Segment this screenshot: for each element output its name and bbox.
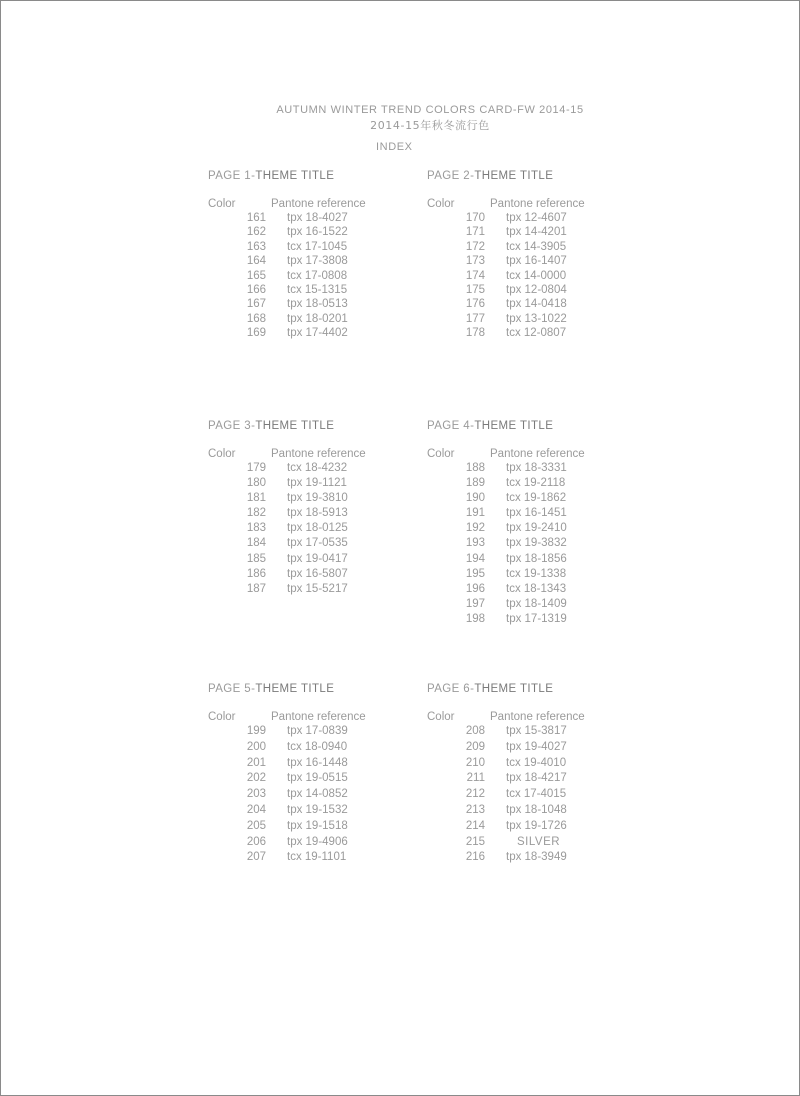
color-number: 202 <box>246 772 266 785</box>
section-page-5 <box>208 683 418 864</box>
list-item <box>427 241 637 255</box>
list-item <box>427 477 637 492</box>
list-item <box>427 270 637 284</box>
pantone-reference: tpx 16-1522 <box>287 226 348 239</box>
color-number: 174 <box>465 269 485 282</box>
list-item <box>427 553 637 568</box>
list-item <box>208 725 418 741</box>
color-number: 172 <box>465 240 485 253</box>
section-page-prefix: PAGE 6- <box>427 683 475 695</box>
color-column-header: Color <box>208 711 236 723</box>
pantone-reference: tpx 16-1451 <box>506 507 567 520</box>
color-number: 169 <box>246 327 266 340</box>
color-number: 175 <box>465 283 485 296</box>
pantone-reference: tpx 18-0513 <box>287 298 348 311</box>
list-item <box>427 820 637 836</box>
list-item <box>208 255 418 269</box>
pantone-reference: tpx 15-5217 <box>287 582 348 595</box>
pantone-reference: tpx 19-4906 <box>287 835 348 848</box>
list-item <box>427 255 637 269</box>
color-number: 192 <box>465 522 485 535</box>
pantone-column-header: Pantone reference <box>490 448 585 460</box>
section-title <box>427 683 637 695</box>
color-list <box>427 725 637 867</box>
color-number: 173 <box>465 255 485 268</box>
section-page-1 <box>208 170 418 340</box>
pantone-reference: tpx 17-0839 <box>287 725 348 737</box>
pantone-reference: tpx 19-3810 <box>287 492 348 505</box>
pantone-reference: tcx 19-1101 <box>287 851 347 864</box>
color-column-header: Color <box>208 448 236 460</box>
color-number: 198 <box>465 612 485 625</box>
list-item <box>208 741 418 757</box>
color-number: 207 <box>246 851 266 864</box>
list-item <box>427 725 637 741</box>
color-number: 203 <box>246 788 266 801</box>
color-number: 166 <box>246 283 266 296</box>
color-column-header: Color <box>427 711 455 723</box>
color-number: 199 <box>246 725 266 737</box>
pantone-reference: tpx 19-4027 <box>506 740 567 753</box>
color-number: 212 <box>465 788 485 801</box>
section-title <box>427 170 637 182</box>
pantone-reference: SILVER <box>517 835 561 848</box>
pantone-reference: tpx 18-0125 <box>287 522 348 535</box>
color-number: 190 <box>465 492 485 505</box>
pantone-reference: tcx 19-2118 <box>506 477 566 490</box>
pantone-reference: tpx 19-0515 <box>287 772 348 785</box>
pantone-reference: tcx 12-0807 <box>506 327 567 340</box>
pantone-reference: tcx 14-3905 <box>506 240 567 253</box>
list-item <box>208 212 418 226</box>
color-number: 171 <box>465 226 485 239</box>
color-number: 191 <box>465 507 485 520</box>
color-number: 201 <box>246 756 266 769</box>
color-number: 162 <box>246 226 266 239</box>
list-item <box>427 788 637 804</box>
section-theme-title: THEME TITLE <box>474 170 554 182</box>
pantone-reference: tpx 19-1518 <box>287 819 348 832</box>
color-number: 182 <box>246 507 266 520</box>
list-item <box>427 212 637 226</box>
pantone-column-header: Pantone reference <box>271 448 366 460</box>
section-page-prefix: PAGE 2- <box>427 170 475 182</box>
color-list <box>208 725 418 867</box>
list-item <box>427 613 637 628</box>
pantone-reference: tpx 19-1726 <box>506 819 567 832</box>
color-number: 187 <box>246 582 266 595</box>
section-title <box>208 683 418 695</box>
pantone-reference: tpx 18-1048 <box>506 803 567 816</box>
pantone-reference: tpx 16-1448 <box>287 756 348 769</box>
list-item <box>427 836 637 852</box>
pantone-reference: tpx 18-1856 <box>506 552 567 565</box>
list-item <box>427 284 637 298</box>
color-list <box>427 462 637 628</box>
color-number: 184 <box>246 537 266 550</box>
pantone-reference: tcx 17-1045 <box>287 240 348 253</box>
list-item <box>208 583 418 598</box>
list-item <box>208 462 418 477</box>
section-theme-title: THEME TITLE <box>255 170 335 182</box>
section-title <box>208 420 418 432</box>
color-number: 186 <box>246 567 266 580</box>
color-number: 215 <box>465 835 485 848</box>
pantone-reference: tcx 18-1343 <box>506 582 567 595</box>
pantone-column-header: Pantone reference <box>271 711 366 723</box>
color-number: 180 <box>246 477 266 490</box>
color-number: 168 <box>246 312 266 325</box>
color-column-header: Color <box>427 448 455 460</box>
color-number: 200 <box>246 740 266 753</box>
section-page-prefix: PAGE 3- <box>208 420 256 432</box>
color-number: 195 <box>465 567 485 580</box>
list-item <box>427 462 637 477</box>
color-number: 205 <box>246 819 266 832</box>
pantone-reference: tpx 18-5913 <box>287 507 348 520</box>
pantone-reference: tpx 18-4217 <box>506 772 567 785</box>
pantone-reference: tpx 14-0418 <box>506 298 567 311</box>
section-title <box>208 170 418 182</box>
pantone-reference: tpx 16-1407 <box>506 255 567 268</box>
index-label: INDEX <box>376 141 413 153</box>
pantone-reference: tpx 17-3808 <box>287 255 348 268</box>
color-list <box>427 212 637 342</box>
color-number: 194 <box>465 552 485 565</box>
color-number: 197 <box>465 597 485 610</box>
pantone-column-header: Pantone reference <box>490 198 585 210</box>
list-item <box>427 804 637 820</box>
list-item <box>427 522 637 537</box>
pantone-reference: tcx 14-0000 <box>506 269 567 282</box>
color-number: 179 <box>246 462 266 474</box>
pantone-reference: tpx 19-2410 <box>506 522 567 535</box>
pantone-reference: tcx 17-0808 <box>287 269 348 282</box>
color-number: 188 <box>465 462 485 474</box>
list-item <box>208 522 418 537</box>
color-number: 181 <box>246 492 266 505</box>
pantone-column-header: Pantone reference <box>271 198 366 210</box>
pantone-reference: tcx 18-0940 <box>287 740 348 753</box>
list-item <box>208 851 418 867</box>
color-list <box>208 462 418 598</box>
color-number: 216 <box>465 851 485 864</box>
pantone-reference: tpx 19-1121 <box>287 477 347 490</box>
color-number: 189 <box>465 477 485 490</box>
pantone-reference: tpx 18-4027 <box>287 212 348 224</box>
pantone-reference: tpx 15-3817 <box>506 725 567 737</box>
list-item <box>427 568 637 583</box>
list-item <box>208 270 418 284</box>
list-item <box>427 757 637 773</box>
pantone-column-header: Pantone reference <box>490 711 585 723</box>
color-number: 208 <box>465 725 485 737</box>
list-item <box>208 836 418 852</box>
list-item <box>427 598 637 613</box>
pantone-reference: tcx 19-1862 <box>506 492 567 505</box>
section-theme-title: THEME TITLE <box>255 683 335 695</box>
color-number: 209 <box>465 740 485 753</box>
list-item <box>208 477 418 492</box>
list-item <box>427 313 637 327</box>
list-item <box>208 804 418 820</box>
list-item <box>427 298 637 312</box>
section-page-prefix: PAGE 4- <box>427 420 475 432</box>
color-number: 177 <box>465 312 485 325</box>
color-number: 178 <box>465 327 485 340</box>
pantone-reference: tpx 14-0852 <box>287 788 348 801</box>
color-number: 183 <box>246 522 266 535</box>
pantone-reference: tcx 17-4015 <box>506 788 567 801</box>
list-item <box>208 537 418 552</box>
list-item <box>427 741 637 757</box>
color-number: 214 <box>465 819 485 832</box>
list-item <box>427 327 637 341</box>
list-item <box>427 492 637 507</box>
list-item <box>427 537 637 552</box>
list-item <box>208 284 418 298</box>
color-number: 170 <box>465 212 485 224</box>
pantone-reference: tpx 12-4607 <box>506 212 567 224</box>
list-item <box>208 492 418 507</box>
pantone-reference: tpx 18-1409 <box>506 597 567 610</box>
pantone-reference: tpx 17-4402 <box>287 327 348 340</box>
color-number: 165 <box>246 269 266 282</box>
color-number: 213 <box>465 803 485 816</box>
pantone-reference: tpx 19-0417 <box>287 552 348 565</box>
section-title <box>427 420 637 432</box>
list-item <box>208 241 418 255</box>
color-number: 164 <box>246 255 266 268</box>
color-column-header: Color <box>208 198 236 210</box>
list-item <box>208 820 418 836</box>
document-title: AUTUMN WINTER TREND COLORS CARD-FW 2014-15 <box>276 104 584 116</box>
pantone-reference: tpx 16-5807 <box>287 567 348 580</box>
color-number: 206 <box>246 835 266 848</box>
list-item <box>208 313 418 327</box>
section-page-4 <box>427 420 637 625</box>
pantone-reference: tpx 18-3331 <box>506 462 567 474</box>
section-page-prefix: PAGE 5- <box>208 683 256 695</box>
pantone-reference: tpx 19-3832 <box>506 537 567 550</box>
color-list <box>208 212 418 342</box>
section-theme-title: THEME TITLE <box>255 420 335 432</box>
color-number: 161 <box>246 212 266 224</box>
pantone-reference: tpx 17-1319 <box>506 612 567 625</box>
list-item <box>208 788 418 804</box>
color-number: 204 <box>246 803 266 816</box>
color-number: 163 <box>246 240 266 253</box>
list-item <box>427 583 637 598</box>
list-item <box>208 553 418 568</box>
pantone-reference: tpx 12-0804 <box>506 283 567 296</box>
section-page-6 <box>427 683 637 864</box>
pantone-reference: tcx 19-1338 <box>506 567 567 580</box>
color-number: 185 <box>246 552 266 565</box>
pantone-reference: tpx 17-0535 <box>287 537 348 550</box>
list-item <box>208 298 418 312</box>
color-number: 211 <box>466 772 485 785</box>
pantone-reference: tpx 13-1022 <box>506 312 567 325</box>
section-page-prefix: PAGE 1- <box>208 170 256 182</box>
list-item <box>208 772 418 788</box>
section-theme-title: THEME TITLE <box>474 420 554 432</box>
color-number: 210 <box>465 756 485 769</box>
pantone-reference: tcx 15-1315 <box>287 283 348 296</box>
list-item <box>208 507 418 522</box>
list-item <box>208 226 418 240</box>
list-item <box>208 327 418 341</box>
pantone-reference: tcx 18-4232 <box>287 462 348 474</box>
pantone-reference: tcx 19-4010 <box>506 756 567 769</box>
color-number: 193 <box>465 537 485 550</box>
section-page-3 <box>208 420 418 595</box>
color-number: 176 <box>465 298 485 311</box>
section-page-2 <box>427 170 637 340</box>
list-item <box>208 568 418 583</box>
pantone-reference: tpx 19-1532 <box>287 803 348 816</box>
list-item <box>208 757 418 773</box>
color-column-header: Color <box>427 198 455 210</box>
document-subtitle: 2014-15年秋冬流行色 <box>370 119 490 132</box>
color-number: 167 <box>246 298 266 311</box>
pantone-reference: tpx 18-0201 <box>287 312 348 325</box>
list-item <box>427 772 637 788</box>
list-item <box>427 507 637 522</box>
pantone-reference: tpx 18-3949 <box>506 851 567 864</box>
section-theme-title: THEME TITLE <box>474 683 554 695</box>
list-item <box>427 226 637 240</box>
list-item <box>427 851 637 867</box>
pantone-reference: tpx 14-4201 <box>506 226 567 239</box>
color-number: 196 <box>465 582 485 595</box>
